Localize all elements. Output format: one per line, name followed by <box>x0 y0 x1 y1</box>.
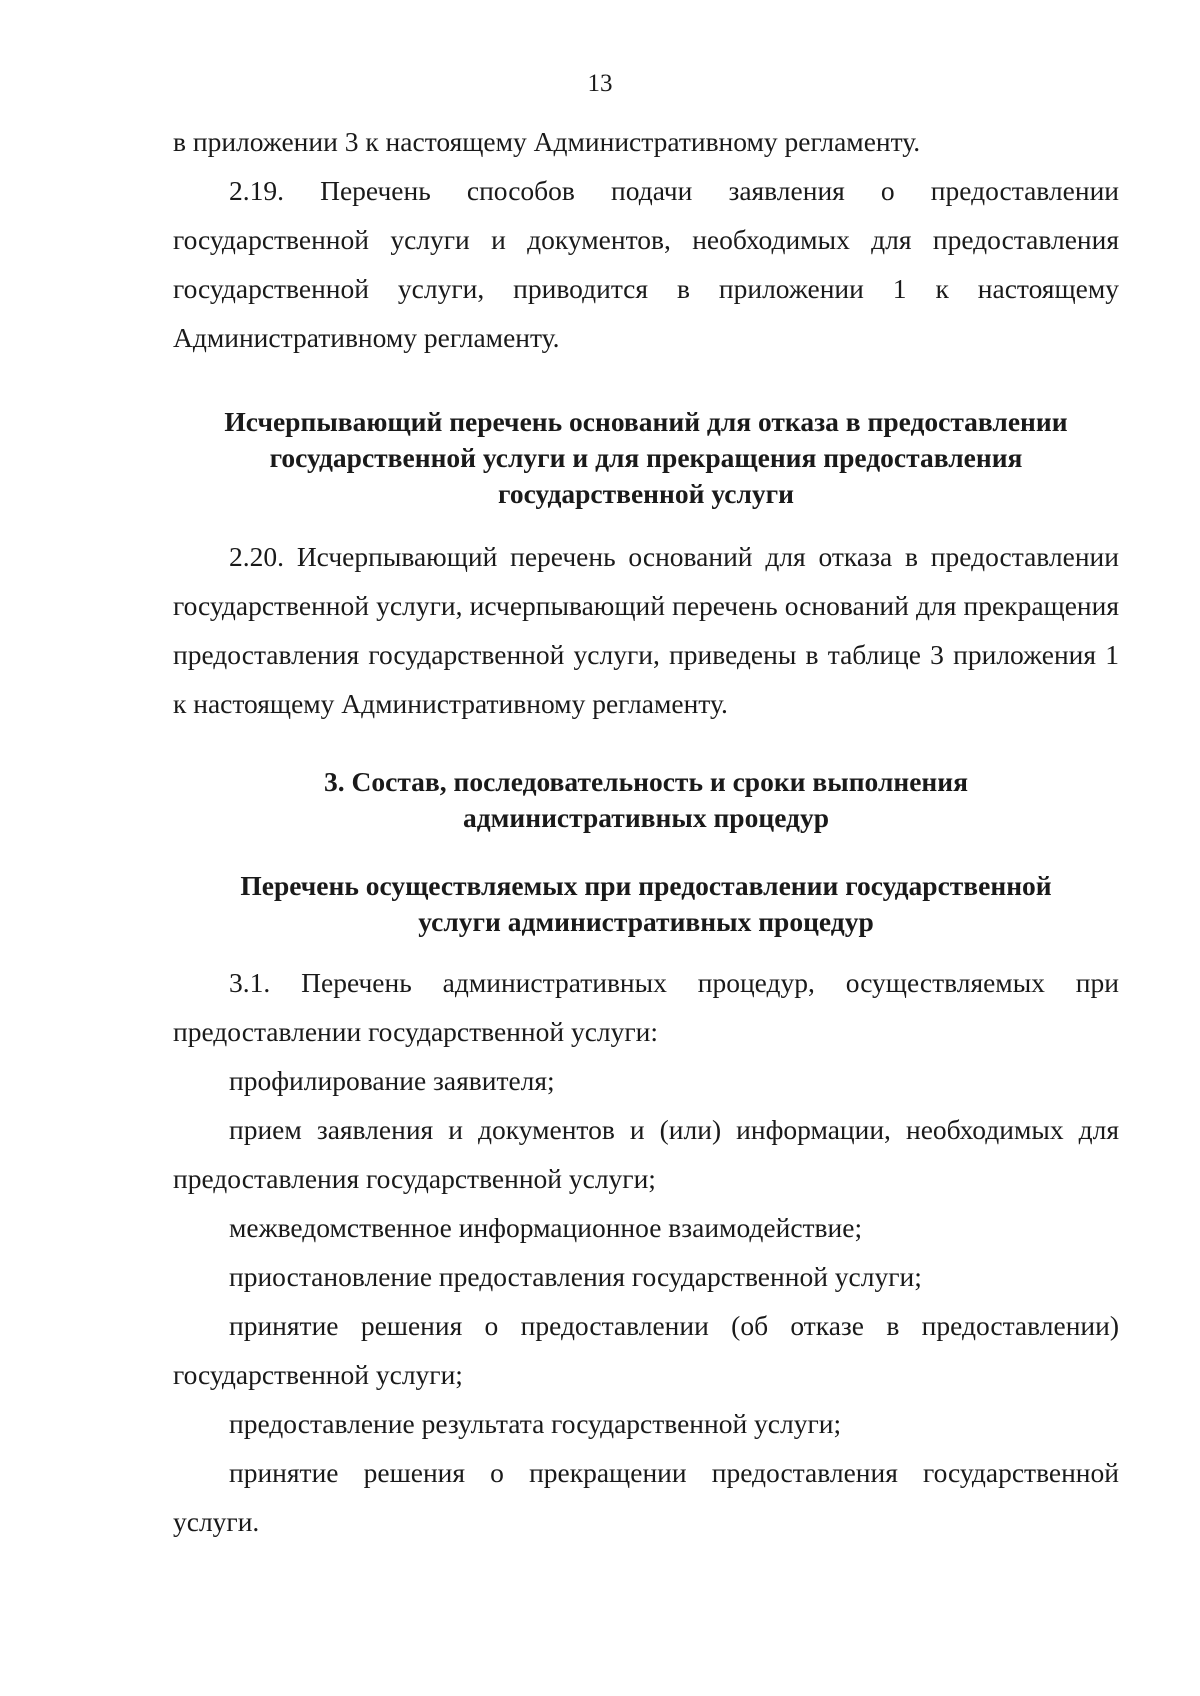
paragraph-continuation: в приложении 3 к настоящему Административному регламенту. <box>173 126 921 157</box>
paragraph-2-19: 2.19. Перечень способов подачи заявления о предоставлении государственной услуги и документов, необходимых для предоставления государственной услуги, приводится в приложении 1 к настоящему Административному регламенту. <box>173 175 1119 353</box>
list-item: принятие решения о прекращении предоставления государственной услуги. <box>173 1457 1119 1537</box>
list-item: принятие решения о предоставлении (об отказе в предоставлении) государственной услуги; <box>173 1310 1119 1390</box>
heading-line: административных процедур <box>463 802 829 833</box>
list-item: прием заявления и документов и (или) информации, необходимых для предоставления государственной услуги; <box>173 1114 1119 1194</box>
heading-line: услуги административных процедур <box>418 906 874 937</box>
page-number: 13 <box>587 70 613 97</box>
heading-line: Исчерпывающий перечень оснований для отказа в предоставлении <box>224 406 1068 437</box>
list-item: приостановление предоставления государственной услуги; <box>229 1261 922 1292</box>
heading-line: государственной услуги и для прекращения предоставления <box>269 442 1023 473</box>
heading-line: государственной услуги <box>498 478 794 509</box>
section-heading-procedures <box>173 868 1119 940</box>
list-item: предоставление результата государственной услуги; <box>229 1408 842 1439</box>
heading-line: Перечень осуществляемых при предоставлении государственной <box>240 870 1052 901</box>
list-item: межведомственное информационное взаимодействие; <box>229 1212 863 1243</box>
heading-line: 3. Состав, последовательность и сроки выполнения <box>324 766 968 797</box>
list-item: профилирование заявителя; <box>229 1065 555 1096</box>
paragraph-3-1: 3.1. Перечень административных процедур, осуществляемых при предоставлении государственной услуги: <box>173 967 1119 1047</box>
chapter-heading-3 <box>173 764 1119 836</box>
section-heading-refusal-grounds <box>173 404 1119 512</box>
paragraph-2-20: 2.20. Исчерпывающий перечень оснований для отказа в предоставлении государственной услуги, исчерпывающий перечень оснований для прекращения предоставления государственной услуги, приведены в таблице 3 приложения 1 к настоящему Административному регламенту. <box>173 541 1119 719</box>
